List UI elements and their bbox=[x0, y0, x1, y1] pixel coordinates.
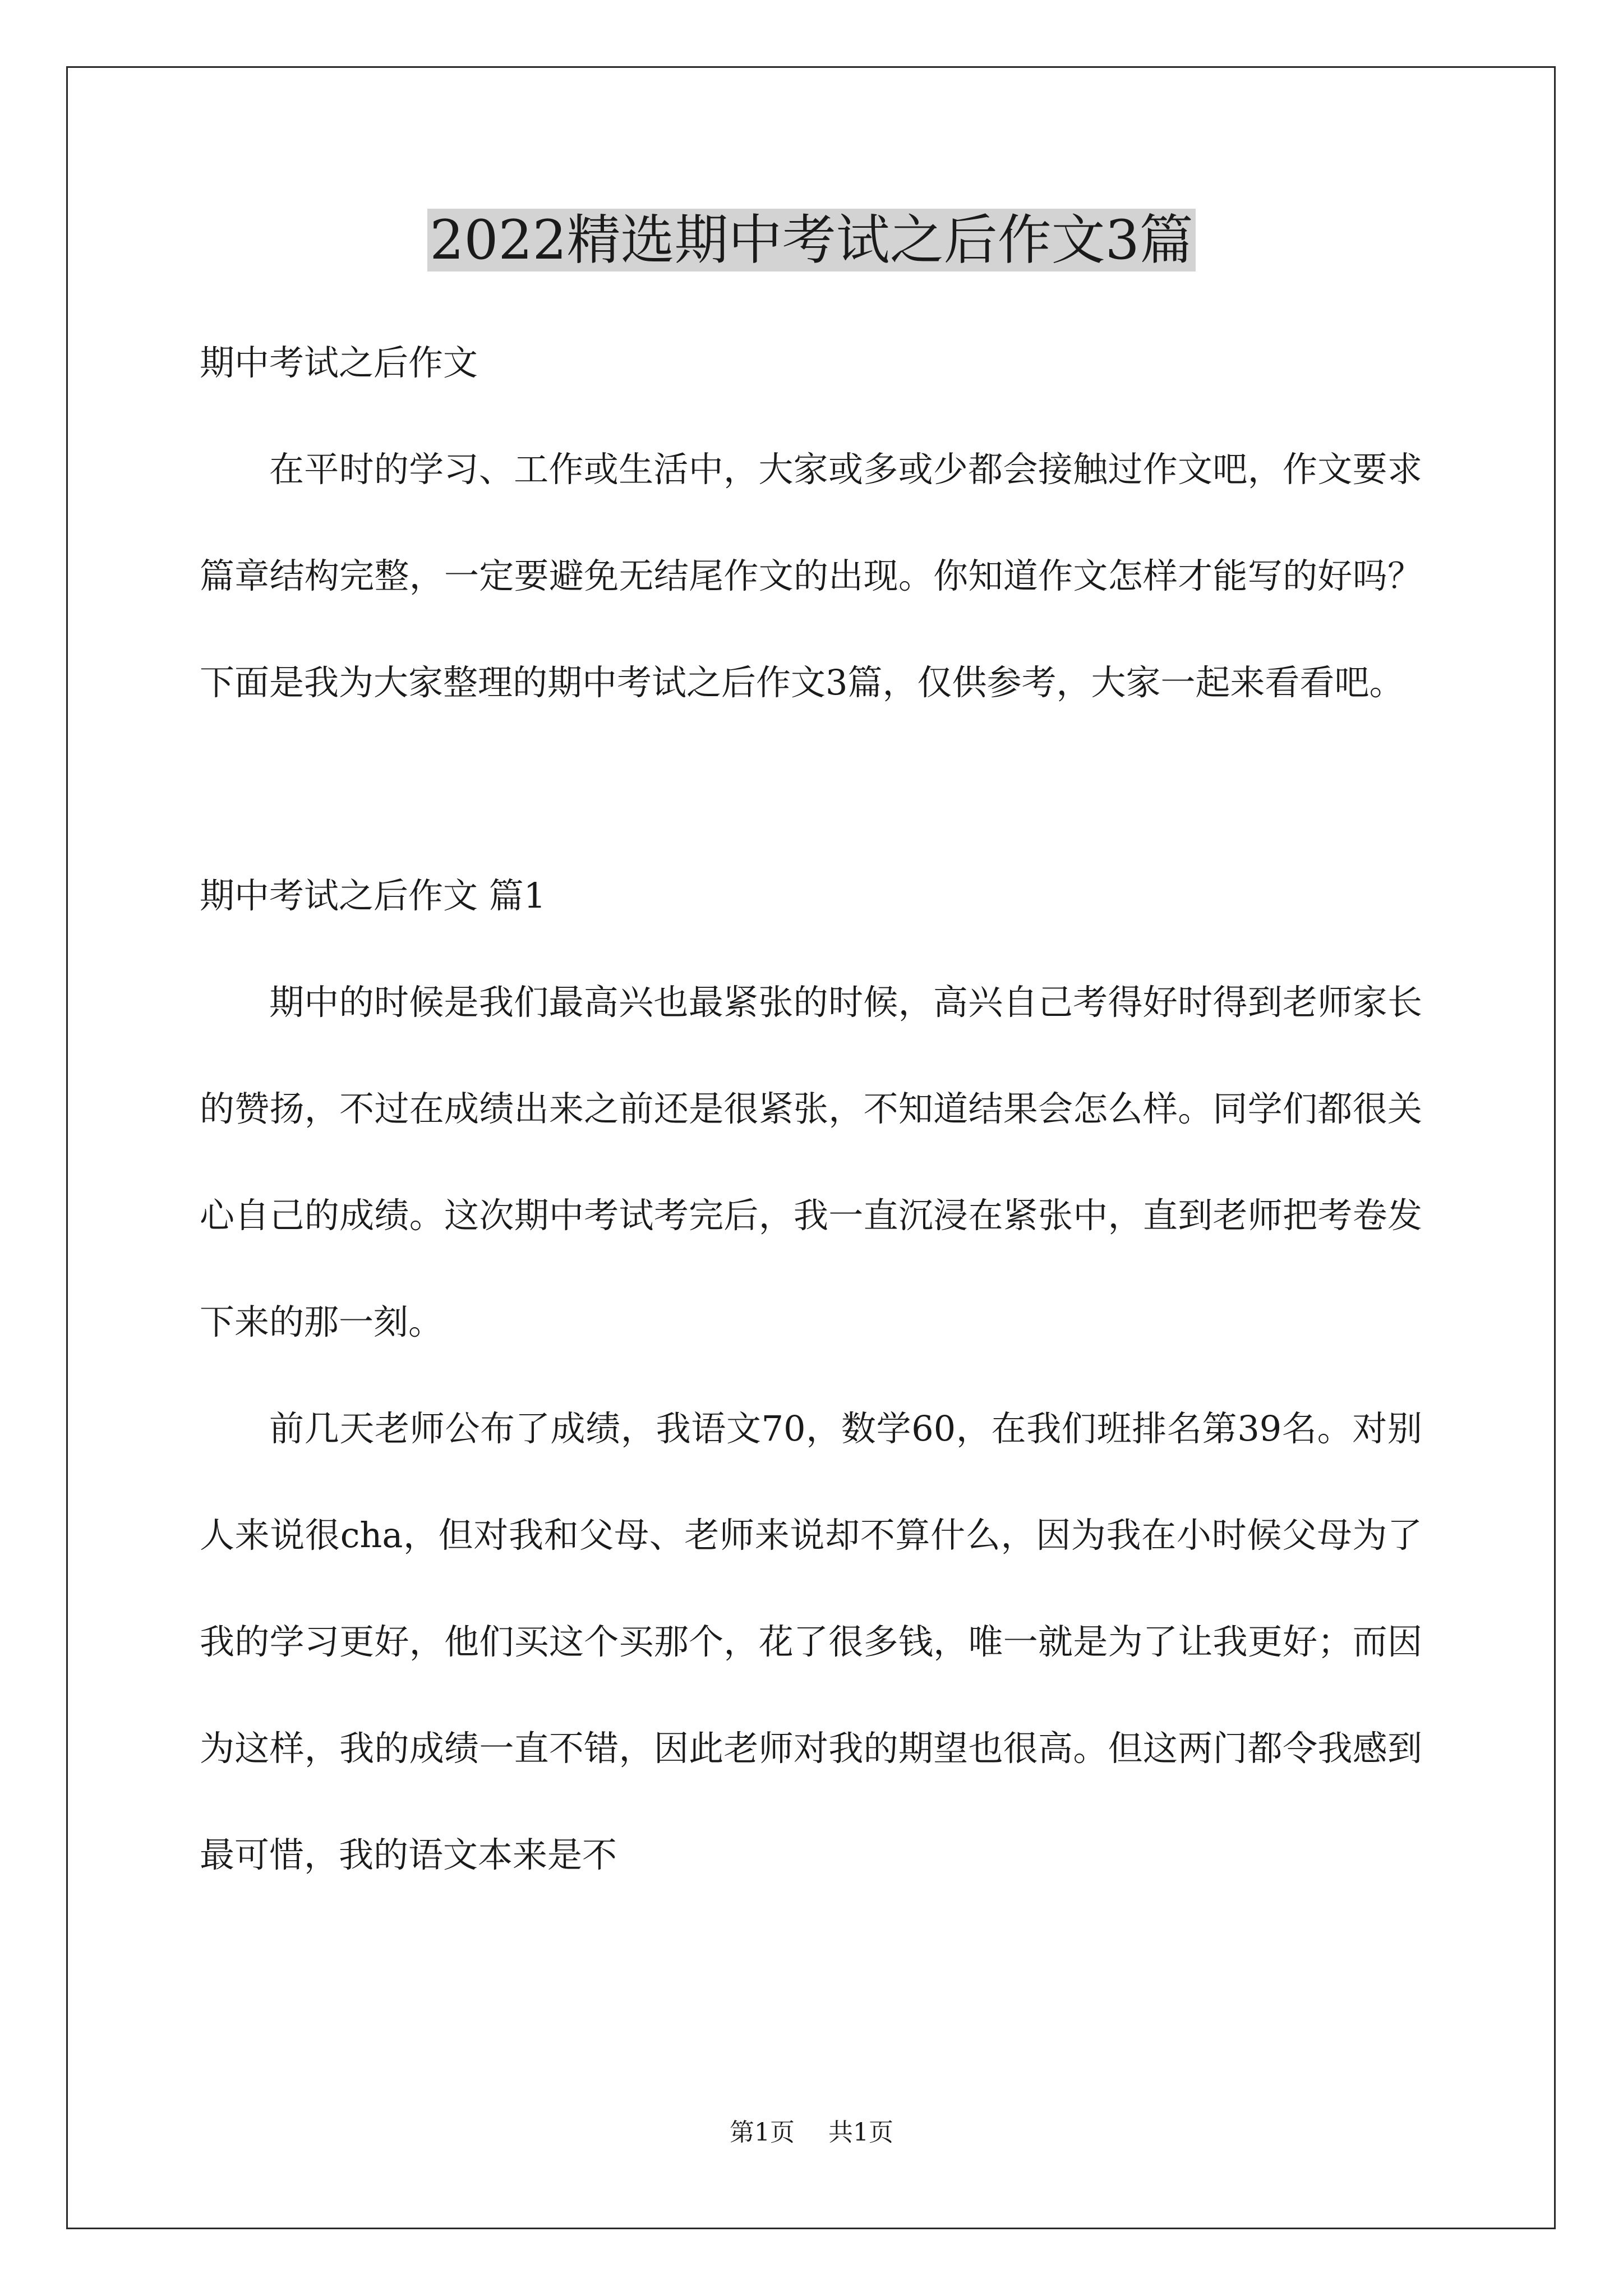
section1-paragraph-2: 前几天老师公布了成绩，我语文70，数学60，在我们班排名第39名。对别人来说很cha，但对我和父母、老师来说却不算什么，因为我在小时候父母为了我的学习更好，他们买这个买那个，花了很多钱，唯一就是为了让我更好；而因为这样，我的成绩一直不错，因此老师对我的期望也很高。但这两门都令我感到最可惜，我的语文本来是不 bbox=[200, 1408, 1422, 1875]
page-number: 第1页 bbox=[730, 2118, 795, 2147]
section1-heading: 期中考试之后作文 篇1 bbox=[200, 875, 546, 916]
page-total: 共1页 bbox=[828, 2118, 893, 2147]
section-spacer bbox=[200, 736, 1422, 843]
document-body bbox=[200, 310, 1422, 1908]
document-title-text: 2022精选期中考试之后作文3篇 bbox=[427, 209, 1195, 272]
intro-heading: 期中考试之后作文 bbox=[200, 342, 478, 383]
page-footer bbox=[0, 2116, 1623, 2150]
intro-paragraph: 在平时的学习、工作或生活中，大家或多或少都会接触过作文吧，作文要求篇章结构完整，一定要避免无结尾作文的出现。你知道作文怎样才能写的好吗？下面是我为大家整理的期中考试之后作文3篇，仅供参考，大家一起来看看吧。 bbox=[200, 449, 1422, 703]
document-title bbox=[0, 203, 1623, 277]
section1-paragraph-1: 期中的时候是我们最高兴也最紧张的时候，高兴自己考得好时得到老师家长的赞扬，不过在成绩出来之前还是很紧张，不知道结果会怎么样。同学们都很关心自己的成绩。这次期中考试考完后，我一直沉浸在紧张中，直到老师把考卷发下来的那一刻。 bbox=[200, 982, 1422, 1342]
